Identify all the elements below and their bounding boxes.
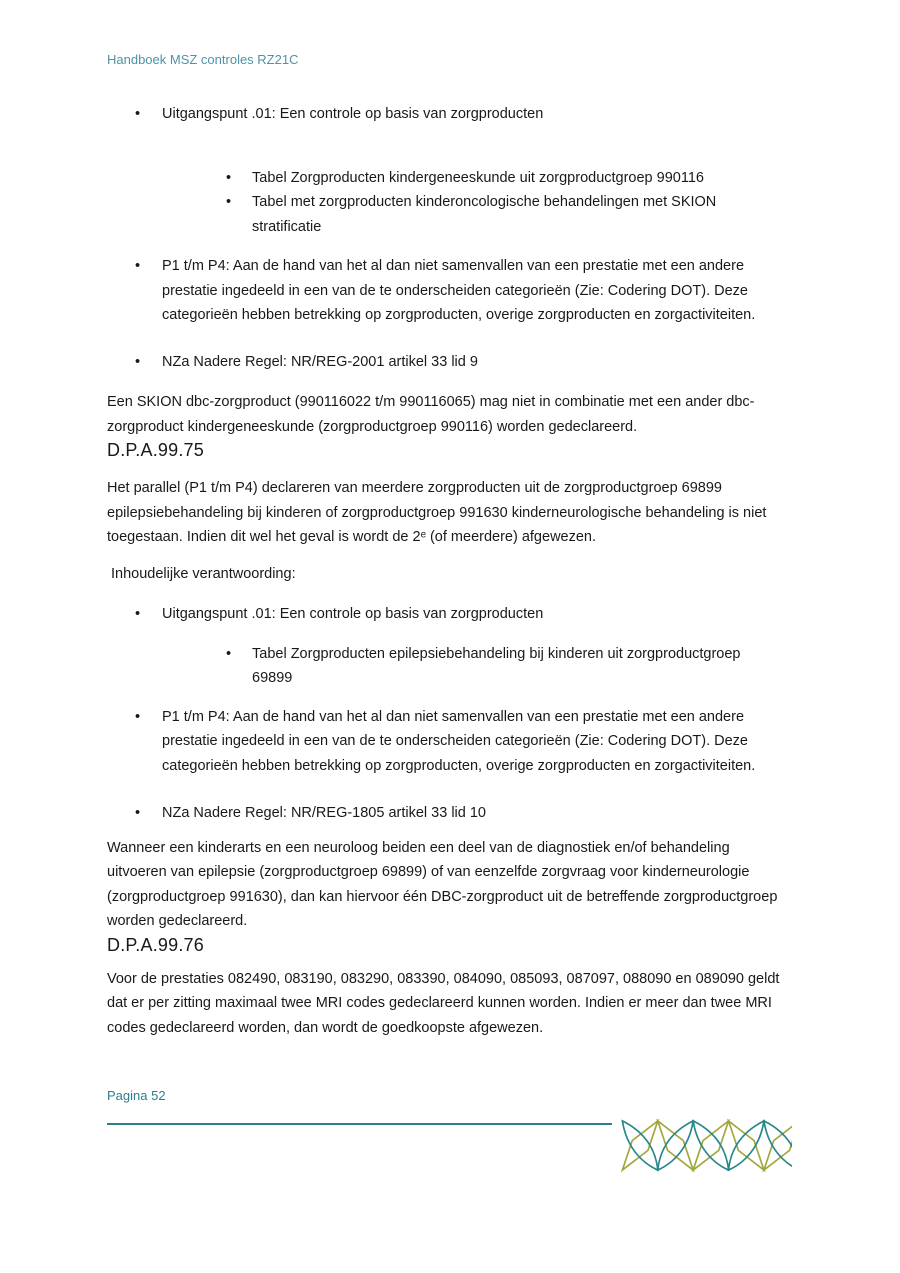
list-item [107,254,792,328]
list-item-text: NZa Nadere Regel: NR/REG-1805 artikel 33 lid 10 [162,805,486,821]
label-inhoudelijke-verantwoording: Inhoudelijke verantwoording: [111,565,296,582]
bullet-marker: • [135,106,141,122]
list-item [107,801,792,826]
list-item-text: Tabel Zorgproducten kindergeneeskunde uit zorgproductgroep 990116 [252,169,704,186]
list-item [107,350,792,375]
list-item [107,166,792,191]
paragraph-dpa-99-75-closing: Wanneer een kinderarts en een neuroloog beiden een deel van de diagnostiek en/of behandeling uitvoeren van epilepsie (zorgproductgroep 69899) of van eenzelfde zorgvraag voor kinderneurologie (zorgproductgroep 991630), dan kan hiervoor één DBC-zorgproduct uit de betreffende zorgproductgroep worden gedeclareerd. [107,839,778,929]
list-item [107,190,792,239]
list-item-text: Uitgangspunt .01: Een controle op basis van zorgproducten [162,106,544,122]
bullet-marker: • [135,258,141,274]
list-item [107,642,792,691]
list-item-text: Tabel Zorgproducten epilepsiebehandeling bij kinderen uit zorgproductgroep 69899 [252,645,741,686]
list-item [107,705,792,779]
footer [107,1117,792,1174]
section-heading-dpa-99-76: D.P.A.99.76 [107,934,204,955]
bullet-marker: • [226,169,232,186]
paragraph-dpa-99-76: Voor de prestaties 082490, 083190, 083290, 083390, 084090, 085093, 087097, 088090 en 089090 geldt dat er per zitting maximaal twee MRI codes gedeclareerd kunnen worden. Indien er meer dan twee MRI codes gedeclareerd worden, dan wordt de goedkoopste afgewezen. [107,970,780,1036]
bullet-marker: • [135,708,141,725]
bullet-marker: • [135,805,141,821]
footer-divider [107,1123,612,1125]
page-number-label: Pagina 52 [107,1088,166,1103]
list-item-text: NZa Nadere Regel: NR/REG-2001 artikel 33 lid 9 [162,353,478,370]
bullet-marker: • [226,194,232,210]
list-item-text: P1 t/m P4: Aan de hand van het al dan niet samenvallen van een prestatie met een andere prestatie ingedeeld in een van de te onderscheiden categorieën (Zie: Codering DOT). Deze categorieën hebben betrekking op zorgproducten, overige zorgproducten en zorgactiviteiten. [162,258,756,323]
list-item-text: P1 t/m P4: Aan de hand van het al dan niet samenvallen van een prestatie met een andere prestatie ingedeeld in een van de te onderscheiden categorieën (Zie: Codering DOT). Deze categorieën hebben betrekking op zorgproducten, overige zorgproducten en zorgactiviteiten. [162,708,756,774]
list-item [107,602,792,627]
bullet-marker: • [135,353,141,370]
brand-braid-logo [612,1117,792,1174]
paragraph-skion-rule: Een SKION dbc-zorgproduct (990116022 t/m 990116065) mag niet in combinatie met een ander dbc-zorgproduct kindergeneeskunde (zorgproductgroep 990116) worden gedeclareerd. [107,394,755,435]
paragraph-dpa-99-75-intro: Het parallel (P1 t/m P4) declareren van meerdere zorgproducten uit de zorgproductgroep 69899 epilepsiebehandeling bij kinderen of zorgproductgroep 991630 kinderneurologische behandeling is niet toegestaan. Indien dit wel het geval is wordt de 2ᵉ (of meerdere) afgewezen. [107,480,767,545]
document-header-title: Handboek MSZ controles RZ21C [107,52,299,67]
bullet-marker: • [226,645,232,662]
bullet-marker: • [135,606,141,622]
section-heading-dpa-99-75: D.P.A.99.75 [107,440,204,460]
list-item-text: Uitgangspunt .01: Een controle op basis van zorgproducten [162,606,544,622]
list-item-text: Tabel met zorgproducten kinderoncologische behandelingen met SKION stratificatie [252,194,717,235]
list-item [107,102,792,127]
